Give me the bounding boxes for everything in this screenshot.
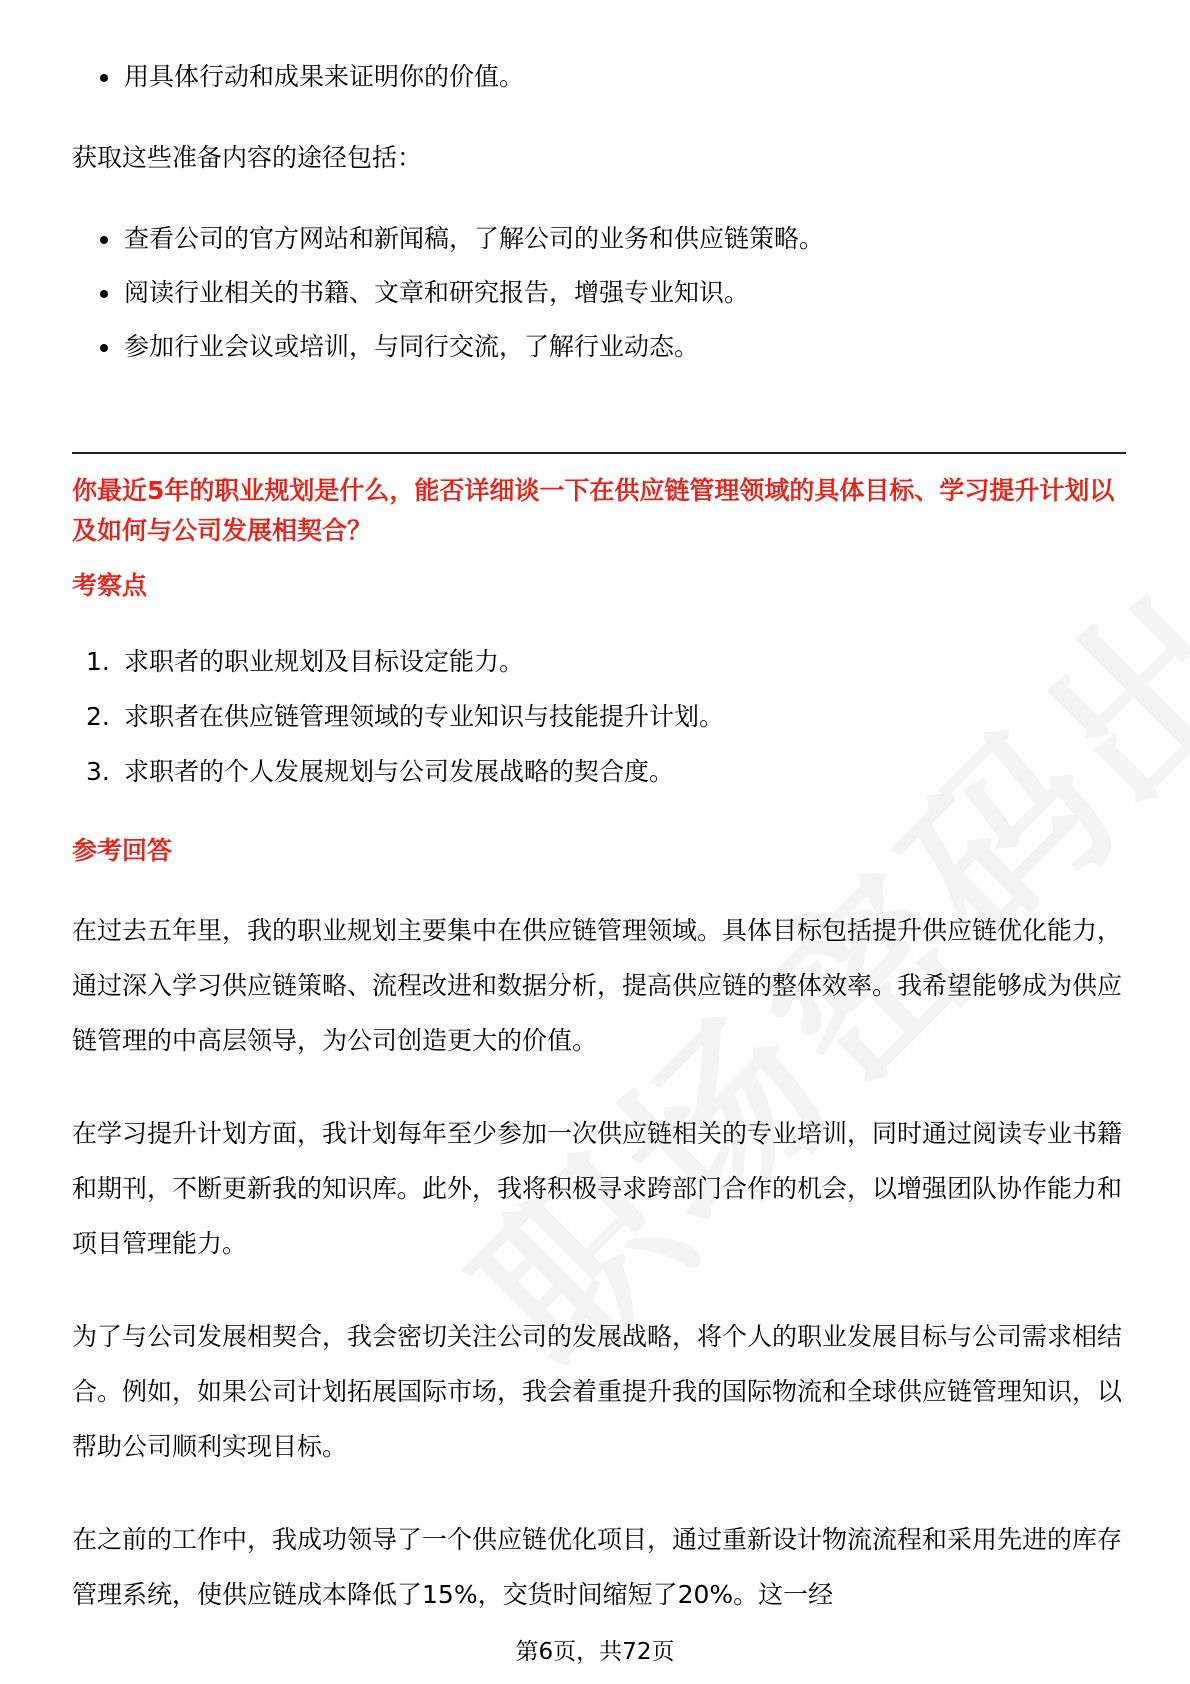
list-item xyxy=(86,642,525,682)
list-item xyxy=(124,273,749,313)
bullet-icon xyxy=(100,290,108,298)
list-number: 2. xyxy=(86,702,110,731)
section-divider xyxy=(72,452,1126,454)
list-item-text: 阅读行业相关的书籍、文章和研究报告，增强专业知识。 xyxy=(124,278,750,307)
bullet-icon xyxy=(100,74,108,82)
answer-paragraph: 在之前的工作中，我成功领导了一个供应链优化项目，通过重新设计物流流程和采用先进的库存管理系统，使供应链成本降低了15%，交货时间缩短了20%。这一经 xyxy=(72,1525,1123,1609)
list-item-text: 查看公司的官方网站和新闻稿，了解公司的业务和供应链策略。 xyxy=(124,224,825,253)
list-item-text: 用具体行动和成果来证明你的价值。 xyxy=(124,62,525,91)
list-number: 1. xyxy=(86,647,110,676)
bullet-icon xyxy=(100,236,108,244)
list-item-text: 求职者在供应链管理领域的专业知识与技能提升计划。 xyxy=(124,702,725,731)
bullet-icon xyxy=(100,344,108,352)
list-item-text: 求职者的个人发展规划与公司发展战略的契合度。 xyxy=(124,757,675,786)
section-title-points: 考察点 xyxy=(72,571,148,600)
answer-paragraph: 为了与公司发展相契合，我会密切关注公司的发展战略，将个人的职业发展目标与公司需求相结合。例如，如果公司计划拓展国际市场，我会着重提升我的国际物流和全球供应链管理知识，以帮助公司顺利实现目标。 xyxy=(72,1322,1123,1461)
list-item xyxy=(124,219,824,259)
list-item-text: 求职者的职业规划及目标设定能力。 xyxy=(124,647,525,676)
list-item xyxy=(124,57,524,97)
list-item-text: 参加行业会议或培训，与同行交流，了解行业动态。 xyxy=(124,332,700,361)
list-item xyxy=(86,697,725,737)
page-footer: 第6页，共72页 xyxy=(515,1639,675,1665)
list-item xyxy=(86,752,675,792)
question-heading: 你最近5年的职业规划是什么，能否详细谈一下在供应链管理领域的具体目标、学习提升计划以及如何与公司发展相契合？ xyxy=(72,476,1115,545)
section-title-answer: 参考回答 xyxy=(72,836,173,865)
list-number: 3. xyxy=(86,757,110,786)
answer-paragraph: 在学习提升计划方面，我计划每年至少参加一次供应链相关的专业培训，同时通过阅读专业书籍和期刊，不断更新我的知识库。此外，我将积极寻求跨部门合作的机会，以增强团队协作能力和项目管理能力。 xyxy=(72,1119,1123,1258)
answer-paragraph: 在过去五年里，我的职业规划主要集中在供应链管理领域。具体目标包括提升供应链优化能力，通过深入学习供应链策略、流程改进和数据分析，提高供应链的整体效率。我希望能够成为供应链管理的中高层领导，为公司创造更大的价值。 xyxy=(72,916,1123,1055)
list-item xyxy=(124,327,699,367)
prep-intro: 获取这些准备内容的途径包括： xyxy=(72,143,423,172)
